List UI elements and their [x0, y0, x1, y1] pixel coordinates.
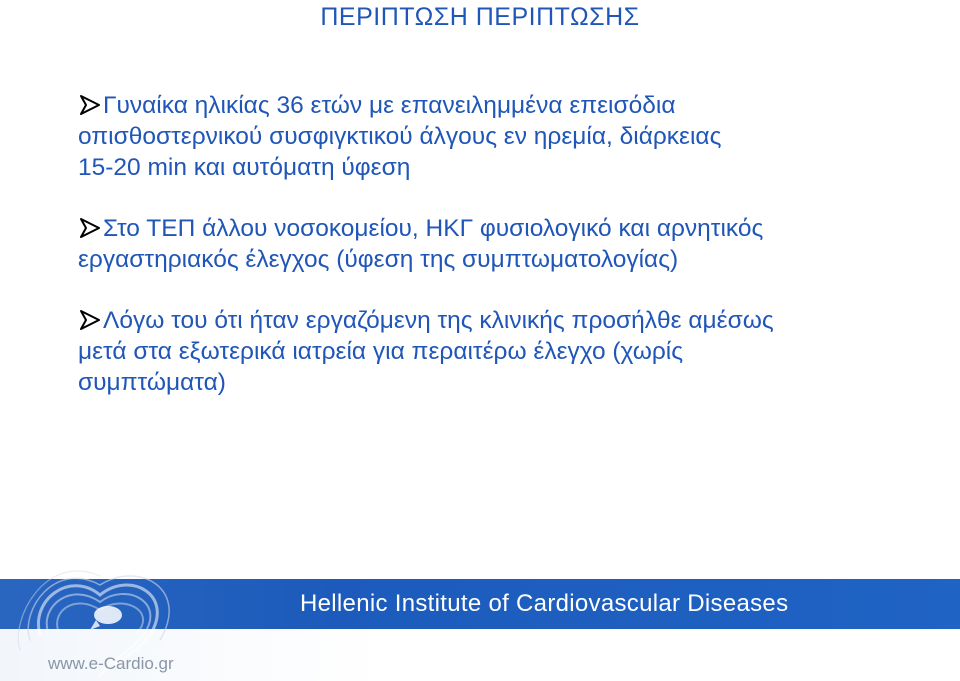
- footer-institute-name: Hellenic Institute of Cardiovascular Diseases: [300, 590, 789, 617]
- bullet-line: οπισθοστερνικού συσφιγκτικού άλγους εν ηρεμία, διάρκειας: [78, 123, 722, 150]
- bullet-line: μετά στα εξωτερικά ιατρεία για περαιτέρω έλεγχο (χωρίς: [78, 338, 684, 365]
- bullet-line: εργαστηριακός έλεγχος (ύφεση της συμπτωματολογίας): [78, 246, 679, 273]
- bullet-item: [78, 90, 948, 183]
- bullet-line: 15-20 min και αυτόματη ύφεση: [78, 154, 411, 181]
- bullet-line: Λόγω του ότι ήταν εργαζόμενη της κλινικής προσήλθε αμέσως: [103, 307, 774, 334]
- bullet-line: Γυναίκα ηλικίας 36 ετών με επανειλημμένα επεισόδια: [103, 92, 676, 119]
- bullet-line: Στο ΤΕΠ άλλου νοσοκομείου, ΗΚΓ φυσιολογικό και αρνητικός: [103, 215, 764, 242]
- bullet-line: συμπτώματα): [78, 369, 226, 396]
- arrow-bullet-icon: [78, 309, 102, 331]
- bullet-item: [78, 213, 948, 275]
- bullet-item: [78, 305, 948, 398]
- arrow-bullet-icon: [78, 94, 102, 116]
- slide-title: ΠΕΡΙΠΤΩΣΗ ΠΕΡΙΠΤΩΣΗΣ: [320, 3, 640, 31]
- arrow-bullet-icon: [78, 217, 102, 239]
- footer-website-url[interactable]: www.e-Cardio.gr: [48, 654, 174, 673]
- bullet-list: [78, 90, 948, 428]
